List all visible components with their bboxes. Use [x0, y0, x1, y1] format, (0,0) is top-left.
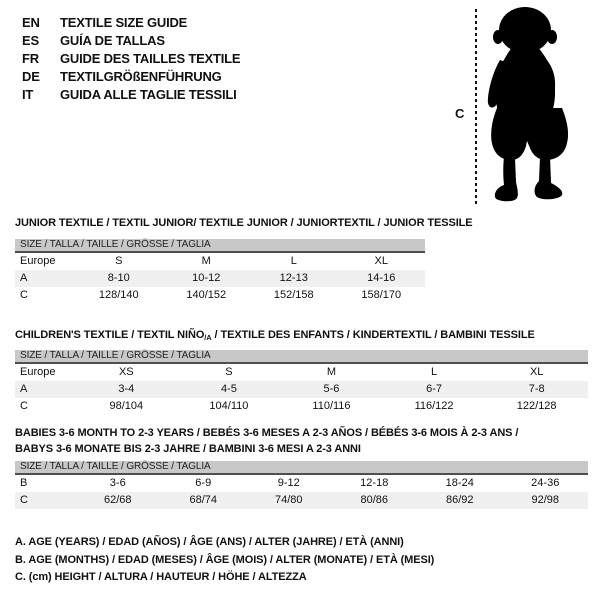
children-title-main: CHILDREN'S TEXTILE / TEXTIL NIÑO: [15, 329, 205, 341]
age-value: 10-12: [192, 272, 221, 284]
language-title: TEXTILGRÖßENFÜHRUNG: [60, 68, 222, 84]
size-table-header: SIZE / TALLA / TAILLE / GRÖSSE / TAGLIA: [15, 239, 425, 253]
baby-leg-left: [495, 156, 518, 201]
height-value: 68/74: [189, 494, 218, 506]
language-title: TEXTILE SIZE GUIDE: [60, 14, 188, 30]
row-label: B: [20, 477, 28, 489]
size-value: XL: [374, 255, 388, 267]
baby-ear-right: [547, 30, 557, 44]
language-code: FR: [22, 50, 39, 66]
language-title: GUIDA ALLE TAGLIE TESSILI: [60, 86, 237, 102]
age-value: 18-24: [445, 477, 474, 489]
height-value: 80/86: [360, 494, 389, 506]
legend-footnotes: [15, 534, 434, 587]
table-row-height: [15, 398, 588, 415]
size-table-header: SIZE / TALLA / TAILLE / GRÖSSE / TAGLIA: [15, 350, 588, 364]
age-value: 6-9: [195, 477, 212, 489]
children-title-rest: / TEXTILE DES ENFANTS / KINDERTEXTIL / BAMBINI TESSILE: [211, 329, 535, 341]
size-value: S: [225, 366, 233, 378]
language-title: GUÍA DE TALLAS: [60, 32, 165, 48]
height-measure-dotted-line: [475, 9, 477, 206]
language-code: ES: [22, 32, 39, 48]
children-section-title: [15, 329, 535, 341]
baby-silhouette: [486, 6, 576, 208]
age-value: 4-5: [220, 383, 237, 395]
age-value: 5-6: [323, 383, 340, 395]
height-value: 74/80: [274, 494, 303, 506]
table-row-age-months: [15, 475, 588, 492]
age-value: 6-7: [426, 383, 443, 395]
table-row-europe: [15, 253, 425, 270]
row-label: C: [20, 289, 28, 301]
footnote-age-years: A. AGE (YEARS) / EDAD (AÑOS) / ÂGE (ANS) / ALTER (JAHRE) / ETÀ (ANNI): [15, 536, 404, 548]
language-row: [22, 31, 240, 49]
table-row-height: [15, 492, 588, 509]
language-row: [22, 13, 240, 31]
table-row-age: [15, 381, 588, 398]
age-value: 7-8: [528, 383, 545, 395]
height-value: 92/98: [531, 494, 560, 506]
age-value: 9-12: [277, 477, 300, 489]
footnote-height: C. (cm) HEIGHT / ALTURA / HAUTEUR / HÖHE / ALTEZZA: [15, 571, 307, 583]
age-value: 14-16: [367, 272, 396, 284]
baby-ear-left: [493, 30, 503, 44]
age-value: 3-6: [109, 477, 126, 489]
height-value: 98/104: [109, 400, 144, 412]
height-value: 140/152: [186, 289, 227, 301]
size-value: S: [115, 255, 123, 267]
row-label: C: [20, 494, 28, 506]
baby-shorts: [491, 108, 568, 160]
row-label: C: [20, 400, 28, 412]
children-size-table: [15, 350, 588, 415]
height-measure-label: C: [455, 106, 465, 121]
size-value: L: [431, 366, 438, 378]
babies-section-title: [15, 425, 518, 457]
age-value: 24-36: [531, 477, 560, 489]
language-code: DE: [22, 68, 40, 84]
size-value: M: [201, 255, 211, 267]
size-value: M: [326, 366, 337, 378]
row-label: A: [20, 272, 28, 284]
height-value: 104/110: [209, 400, 249, 412]
size-value: XL: [529, 366, 544, 378]
row-label: A: [20, 383, 28, 395]
language-row: [22, 49, 240, 67]
height-value: 122/128: [516, 400, 557, 412]
age-value: 12-13: [279, 272, 308, 284]
language-row: [22, 67, 240, 85]
height-value: 110/116: [312, 400, 351, 412]
height-value: 152/158: [273, 289, 314, 301]
table-row-europe: [15, 364, 588, 381]
age-value: 3-4: [118, 383, 135, 395]
table-row-age: [15, 270, 425, 287]
height-value: 116/122: [414, 400, 454, 412]
junior-size-table: [15, 239, 425, 304]
height-value: 158/170: [361, 289, 402, 301]
age-value: 8-10: [107, 272, 130, 284]
language-list: [22, 13, 240, 103]
babies-size-table: [15, 461, 588, 509]
junior-section-title: JUNIOR TEXTILE / TEXTIL JUNIOR/ TEXTILE JUNIOR / JUNIORTEXTIL / JUNIOR TESSILE: [15, 217, 473, 229]
size-table-header: SIZE / TALLA / TAILLE / GRÖSSE / TAGLIA: [15, 461, 588, 475]
row-label: Europe: [20, 366, 56, 378]
footnote-age-months: B. AGE (MONTHS) / EDAD (MESES) / ÂGE (MOIS) / ALTER (MONATE) / ETÀ (MESI): [15, 553, 435, 566]
table-row-height: [15, 287, 425, 304]
language-code: EN: [22, 14, 40, 30]
height-value: 62/68: [103, 494, 132, 506]
language-row: [22, 85, 240, 103]
age-value: 12-18: [360, 477, 389, 489]
height-value: 86/92: [445, 494, 474, 506]
size-value: XS: [118, 366, 134, 378]
language-code: IT: [22, 86, 34, 102]
height-value: 128/140: [98, 289, 139, 301]
language-title: GUIDE DES TAILLES TEXTILE: [60, 50, 241, 66]
babies-title-line1: BABIES 3-6 MONTH TO 2-3 YEARS / BEBÉS 3-6 MESES A 2-3 AÑOS / BÉBÉS 3-6 MOIS À 2-3 ANS /: [15, 427, 519, 439]
children-title-sub: /A: [204, 333, 212, 342]
babies-title-line2: BABYS 3-6 MONATE BIS 2-3 JAHRE / BAMBINI 3-6 MESI A 2-3 ANNI: [15, 443, 361, 455]
size-value: L: [290, 255, 297, 267]
row-label: Europe: [20, 255, 56, 267]
baby-head: [499, 7, 551, 53]
baby-leg-right: [535, 155, 563, 199]
